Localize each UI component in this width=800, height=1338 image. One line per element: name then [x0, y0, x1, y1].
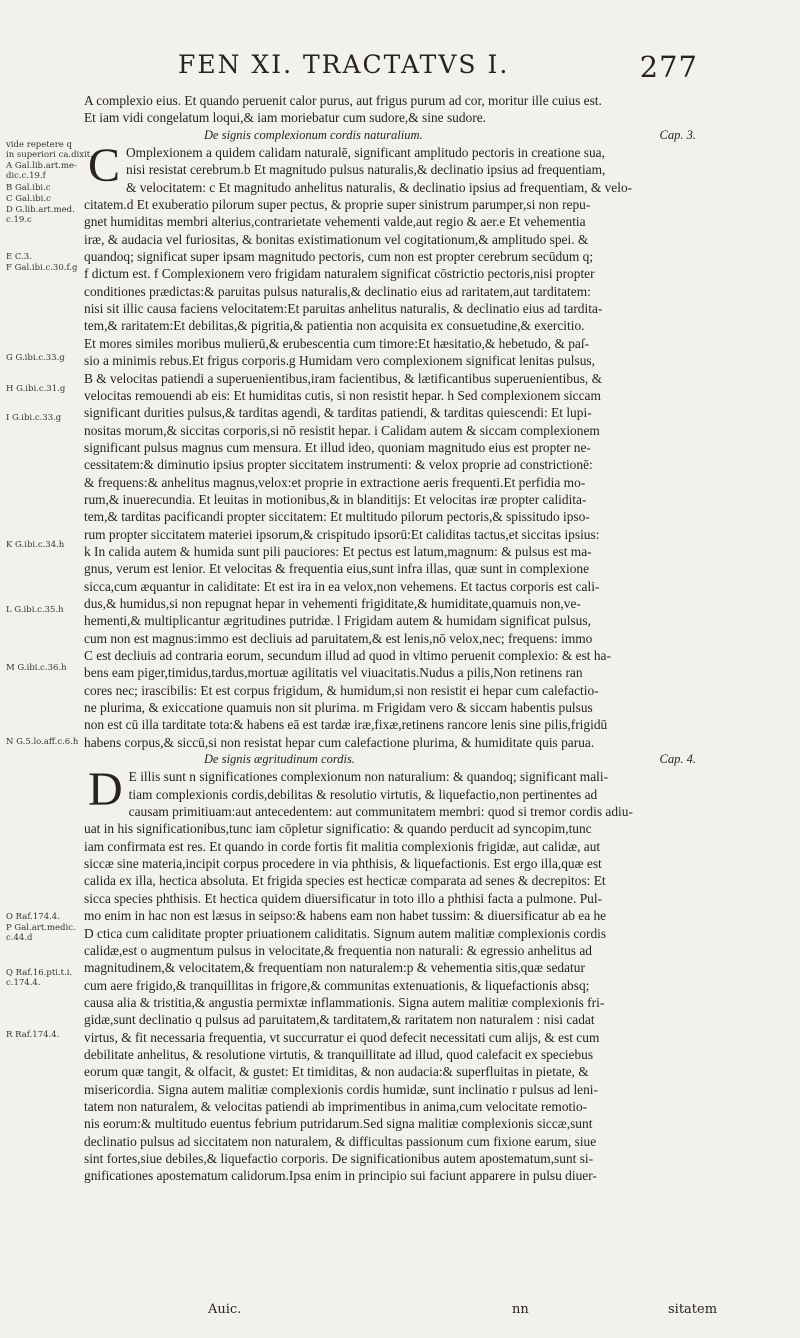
- text-line: gnus, verum est lenior. Et velocitas & frequentia eius,sunt infra illas, quæ sunt in complexione: [84, 561, 590, 577]
- text-line: causa alia & tristitia,& angustia permixtæ inflammationis. Signa autem malitiæ complexionis fri-: [84, 994, 605, 1010]
- text-line: siccæ sine materia,incipit corpus procedere in via phthisis, & liquefactionis. Est ergo illa,quæ est: [84, 856, 602, 872]
- margin-note: H G.ibi.c.31.g: [6, 384, 66, 394]
- text-line: tiam complexionis cordis,debilitas & resolutio virtutis, & liquefactio,non pertinentes ad: [128, 786, 598, 802]
- text-line: nositas morum,& siccitas corporis,si nō resistit hepar. i Calidam autem & siccam complexionem: [84, 422, 600, 438]
- text-line: k In calida autem & humida sunt pili pauciores: Et pectus est latum,magnum: & pulsus est ma-: [84, 543, 592, 559]
- text-line: rum propter siccitatem materiei ipsorum,& crispitudo ipsorū:Et caliditas tactus,et siccitas ipsius:: [84, 526, 600, 542]
- text-line: nis eorum:& multitudo euentus febrium putridarum.Sed signa malitiæ complexionis siccæ,sunt: [84, 1116, 593, 1132]
- paragraph-1: [84, 139, 746, 751]
- paragraph-2: [84, 763, 746, 1184]
- text-line: significant pulsus magnus cum mensura. Et illud ideo, quoniam magnitudo eius est propter ne-: [84, 439, 591, 455]
- margin-note: F Gal.ibi.c.30.f.g: [6, 263, 78, 273]
- text-line: non est cū illa tarditate tota:& habens eā est tardæ iræ,fixæ,retinens rancore lenis sine pilis,frigidū: [84, 717, 608, 733]
- margin-note: c.174.4.: [6, 978, 41, 988]
- margin-note: A Gal.lib.art.me-: [6, 161, 77, 171]
- text-line: B & velocitas patiendi a superuenientibus,iram facientibus, & lætificantibus superuenientibus, &: [84, 370, 603, 386]
- margin-note: K G.ibi.c.34.h: [6, 540, 65, 550]
- margin-note: Q Raf.16.pti.t.i.: [6, 968, 73, 978]
- margin-note: M G.ibi.c.36.h: [6, 663, 67, 673]
- section-heading-text: De signis ægritudinum cordis.: [204, 752, 355, 767]
- text-line: magnitudinem,& velocitatem,& frequentiam non naturalem:p & vehementia sitis,quæ sedatur: [84, 960, 585, 976]
- text-line: ne plurima, & exiccatione quamuis non sit plurima. m Frigidam vero & siccam habentis pulsus: [84, 700, 593, 716]
- text-line: declinatio pulsus ad siccitatem non naturalem, & difficultas passionum cum fixione earum, siue: [84, 1133, 597, 1149]
- text-line: tatem non naturalem, & velocitas patiendi ab imprimentibus in anima,cum velocitate remotio-: [84, 1098, 588, 1114]
- margin-note: I G.ibi.c.33.g: [6, 413, 62, 423]
- text-line: calidæ,est o augmentum pulsus in velocitate,& frequentia non naturali: & egressio anhelitus ad: [84, 942, 592, 958]
- section-heading-1: [84, 127, 746, 144]
- text-line: quandoq; significat super ipsam magnitudo pectoris, cum non est propter cerebrum secūdum q;: [84, 249, 594, 265]
- running-header: [178, 50, 698, 86]
- text-line: A complexio eius. Et quando peruenit calor purus, aut frigus purum ad cor, moritur ille cuius est.: [84, 93, 602, 108]
- text-line: Omplexionem a quidem calidam naturalē, significant amplitudo pectoris in creatione sua,: [126, 145, 605, 161]
- text-line: virtus, & fit necessaria frequentia, vt succurratur ei quod defecit necessitati cum alijs, & est cum: [84, 1029, 600, 1045]
- text-line: mo enim in hac non est læsus in seipso:& habens eam non habet tussim: & diuersificatur ab ea he: [84, 908, 607, 924]
- chapter-number: Cap. 3.: [659, 127, 696, 142]
- margin-note: D G.lib.art.med.: [6, 205, 75, 215]
- text-line: cum non est magnus:immo est decliuis ad paruitatem,& est lenis,nō velox,nec; frequens: immo: [84, 630, 593, 646]
- drop-cap: D: [88, 763, 123, 817]
- text-line: sicca,cum æquantur in caliditate: Et est ira in ea velox,non vehemens. Et tactus corporis est cali-: [84, 578, 600, 594]
- text-line: dus,& humidus,si non repugnat hepar in vehementi frigiditate,& humiditate,quamuis non,ve-: [84, 595, 581, 611]
- text-line: misericordia. Signa autem malitiæ complexionis cordis humidæ, sunt inclinatio r pulsus ad leni-: [84, 1081, 598, 1097]
- margin-note: R Raf.174.4.: [6, 1030, 60, 1040]
- text-line: & frequens:& anhelitus magnus,velox:et proprie in extractione aeris frequenti.Et perfidia mo-: [84, 474, 586, 490]
- text-line: tem,& tarditas pacificandi propter siccitatem: Et multitudo pilorum pectoris,& spissitudo ipso-: [84, 509, 590, 525]
- section-heading-text: De signis complexionum cordis naturalium.: [204, 127, 423, 142]
- text-line: habens corpus,& siccū,si non resistat hepar cum calefactione plurima, & humiditate quis parua.: [84, 734, 595, 750]
- text-line: citatem.d Et exuberatio pilorum super pectus, & proprie super sinistrum parumper,si non repu-: [84, 197, 591, 213]
- catchword-author: Auic.: [208, 1302, 242, 1317]
- text-line: rum,& inuerecundia. Et leuitas in motionibus,& in blanditijs: Et velocitas iræ propter calidita-: [84, 491, 587, 507]
- section-heading-2: [84, 751, 746, 768]
- text-line: D ctica cum caliditate propter priuationem caliditatis. Signum autem malitiæ complexionis cordis: [84, 925, 607, 941]
- text-line: cores nec; irascibilis: Et est corpus frigidum, & humidum,si non resistit ei hepar cum calefactio-: [84, 682, 599, 698]
- text-line: E illis sunt n significationes complexionum non naturalium: & quandoq; significant mali-: [128, 769, 609, 785]
- text-line: nisi resistat cerebrum.b Et magnitudo pulsus naturalis,& declinatio ipsius ad frequentiam,: [126, 162, 606, 178]
- text-line: hementi,& multiplicantur ægritudines putridæ. l Frigidam autem & humidam significat pulsus,: [84, 613, 591, 629]
- margin-note: N G.5.lo.aff.c.6.h: [6, 737, 79, 747]
- text-line: bens eam piger,timidus,tardus,mortuæ agilitatis vel viuacitatis.Nudus a pilis,Non retinens ran: [84, 665, 583, 681]
- text-line: eorum quæ tangit, & olfacit, & gustet: Et timiditas, & non audacia:& superfluitas in pietate, &: [84, 1064, 589, 1080]
- text-line: nisi sit illic causa faciens velocitatem:Et paruitas anhelitus naturalis, & declinatio eius ad tardita-: [84, 301, 603, 317]
- text-line: cum aere frigido,& tranquillitas in frigore,& communitas extenuationis, & liquefactionis absq;: [84, 977, 590, 993]
- text-line: significant durities pulsus,& tarditas agendi, & tarditas patiendi, & tarditas quiescendi: Et lupi-: [84, 405, 592, 421]
- margin-note: in superiori ca.dixit.: [6, 150, 93, 160]
- text-line: conditiones prædictas:& paruitas pulsus naturalis,& declinatio eius ad raritatem,aut tarditatem:: [84, 283, 591, 299]
- margin-note: P Gal.art.medic.: [6, 923, 76, 933]
- catchword: sitatem: [668, 1302, 718, 1317]
- margin-note: O Raf.174.4.: [6, 912, 60, 922]
- text-line: Et mores similes moribus mulierū,& erubescentia cum timore:Et hæsitatio,& hebetudo, & paſ-: [84, 335, 590, 351]
- text-line: gnet humiditas membri alterius,contrarietate vehementi valde,aut regio & aer.e Et vehementia: [84, 214, 586, 230]
- text-line: cessitatem:& diminutio ipsius propter siccitatem instrumenti: & velox proprie ad constrictionē:: [84, 457, 593, 473]
- text-line: gnificationes apostematum calidorum.Ipsa enim in principio sui faciunt apparere in pulsu diuer-: [84, 1168, 597, 1184]
- margin-note: E C.3.: [6, 252, 32, 262]
- margin-note: dic.c.19.f: [6, 171, 46, 181]
- text-line: debilitate anhelitus, & resolutione virtutis, & tranquillitate ad illud, quod calefacit ex speciebus: [84, 1046, 594, 1062]
- margin-note: L G.ibi.c.35.h: [6, 605, 64, 615]
- margin-note: c.44.d: [6, 933, 33, 943]
- text-line: velocitas remouendi ab eis: Et humiditas cutis, si non resistit hepar. h Sed complexionem siccam: [84, 387, 601, 403]
- margin-note: G G.ibi.c.33.g: [6, 353, 65, 363]
- text-line: sio a minimis rebus.Et frigus corporis.g Humidam vero complexionem significat lenitas pulsus,: [84, 353, 595, 369]
- margin-note: c.19.c: [6, 215, 32, 225]
- text-line: f dictum est. f Complexionem vero frigidam naturalem significat cōstrictio pectoris,nisi propter: [84, 266, 595, 282]
- margin-note: C Gal.ibi.c: [6, 194, 51, 204]
- text-line: uat in his significationibus,tunc iam cōpletur significatio: & quando perducit ad syncopim,tunc: [84, 821, 592, 837]
- chapter-number: Cap. 4.: [659, 752, 696, 767]
- text-line: causam primitiuam:aut antecedentem: aut communitatem membri: quod si tremor cordis adiu-: [128, 804, 633, 820]
- text-line: iræ, & audacia vel furiositas, & bonitas existimationum vel cogitationum,& amplitudo spei. &: [84, 231, 589, 247]
- text-line: sicca species phthisis. Et hectica quidem diuersificatur in toto illo a phthisi facta a pulmone. Pul-: [84, 890, 603, 906]
- running-title: FEN XI. TRACTATVS I.: [178, 50, 510, 79]
- text-line: sint fortes,siue debiles,& liquefactio corporis. De significationibus autem apostematum,sunt si-: [84, 1150, 594, 1166]
- margin-note: B Gal.ibi.c: [6, 183, 51, 193]
- text-line: Et iam vidi congelatum loqui,& iam moriebatur cum sudore,& sine sudore.: [84, 110, 487, 126]
- text-line: C est decliuis ad contraria eorum, secundum illud ad quod in vltimo peruenit complexio: & est ha-: [84, 648, 611, 663]
- text-line: calida ex illa, hectica absoluta. Et frigida species est hecticæ comparata ad senes & decrepitos: Et: [84, 873, 606, 889]
- drop-cap: C: [88, 139, 121, 193]
- page-number: 277: [639, 50, 698, 84]
- text-line: & velocitatem: c Et magnitudo anhelitus naturalis, & declinatio ipsius ad frequentiam, & velo-: [126, 179, 633, 195]
- text-column: [84, 92, 746, 1185]
- signature-mark: nn: [512, 1302, 529, 1317]
- text-line: tem,& raritatem:Et debilitas,& pigritia,& patientia non acquisita ex consuetudine,& exercitio.: [84, 318, 585, 334]
- text-line: gidæ,sunt declinatio q pulsus ad paruitatem,& tarditatem,& raritatem non naturalem : nisi cadat: [84, 1012, 595, 1028]
- margin-note: vide repetere q: [6, 140, 72, 150]
- text-line: iam confirmata est res. Et quando in corde fortis fit malitia complexionis frigidæ, aut calidæ, aut: [84, 838, 601, 854]
